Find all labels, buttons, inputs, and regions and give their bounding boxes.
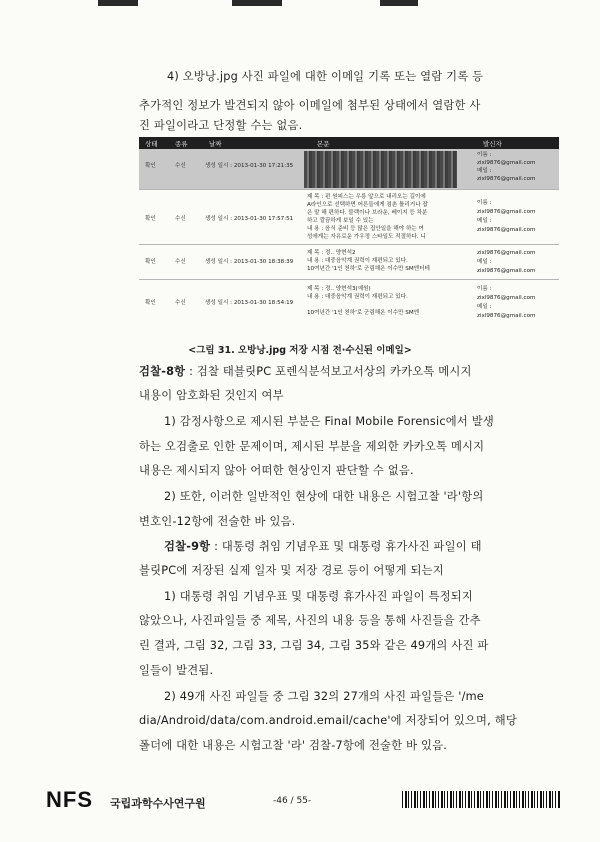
cell-date: 생성 일시 : 2013-01-30 17:21:35 xyxy=(205,163,294,169)
cell-body: 제 목 : 정.. 양현석3(예원) xyxy=(307,286,371,292)
cell-sender: 메일 : xyxy=(477,168,492,174)
cell-sender: zixl9876@gmail.com xyxy=(477,227,536,233)
header-date: 날짜 xyxy=(209,140,222,148)
cell-status: 확인 xyxy=(145,163,156,169)
cell-sender: zixl9876@gmail.com xyxy=(477,160,536,166)
row-divider xyxy=(139,279,559,280)
cell-status: 확인 xyxy=(145,300,156,306)
row-divider xyxy=(139,244,559,245)
scan-mark xyxy=(98,0,138,6)
body-text-line: 검찰-8항 : 검찰 태블릿PC 포렌식분석보고서상의 카카오톡 메시지 xyxy=(139,365,472,378)
cell-body: A라인으로 선택하면 어른들에게 점촌 틀리거나 잡 xyxy=(307,202,428,208)
cell-body: 하고 깔끔하게 보일 수 있는 xyxy=(307,218,374,224)
cell-status: 확인 xyxy=(145,216,156,222)
cell-kind: 수신 xyxy=(175,300,186,306)
cell-sender: 이름 : xyxy=(477,286,492,292)
barcode xyxy=(402,791,560,808)
cell-body: 제 목 : 펀 원피스는 우릉 앞으로 내리오는 길이에 xyxy=(307,194,426,200)
body-text-line: 추가적인 정보가 발견되지 않아 이메일에 첨부된 상태에서 열람한 사 xyxy=(139,99,481,112)
cell-kind: 수신 xyxy=(175,163,186,169)
email-record-table xyxy=(139,137,559,337)
cell-sender: 이름 : xyxy=(477,152,492,158)
cell-sender: zixl9876@gmail.com xyxy=(477,209,536,215)
cell-body: 내 용 : 대중음악계 권력이 재편되고 있다. xyxy=(307,294,408,300)
cell-sender: zixl9876@gmail.com xyxy=(477,295,536,301)
body-text-line: 내용은 제시되지 않아 어떠한 현상인지 판단할 수 없음. xyxy=(139,464,414,477)
header-body: 본문 xyxy=(317,140,330,148)
body-text-line: 않았으나, 사진파일들 중 제목, 사진의 내용 등을 통해 사진들을 간추 xyxy=(139,614,481,627)
cell-sender: 메일 : xyxy=(477,218,492,224)
body-text-line: 하는 오검출로 인한 문제이며, 제시된 부분을 제외한 카카오톡 메시지 xyxy=(139,440,485,453)
page-number: -46 / 55- xyxy=(273,796,312,806)
cell-body: 제 목 : 정.. 양현석2 xyxy=(307,250,356,256)
body-text-line: 검찰-9항 : 대통령 취임 기념우표 및 대통령 휴가사진 파일이 태 xyxy=(164,540,482,553)
body-text-line: 2) 49개 사진 파일들 중 그림 32의 27개의 사진 파일들은 '/me xyxy=(164,690,484,703)
header-sender: 발신자 xyxy=(483,140,502,148)
scan-mark xyxy=(232,0,282,6)
header-kind: 종류 xyxy=(175,140,188,148)
organization-name: 국립과학수사연구원 xyxy=(110,797,206,810)
cell-sender: 이름 : xyxy=(477,200,492,206)
cell-body: 내 용 : 음식 준비 등 많은 집안일을 해야 하는 여 xyxy=(307,226,424,232)
body-text-line: 변호인-12항에 전술한 바 있음. xyxy=(139,515,296,528)
cell-sender: 메일 : xyxy=(477,304,492,310)
body-text-line: 4) 오방낭.jpg 사진 파일에 대한 이메일 기록 또는 열람 기록 등 xyxy=(167,70,484,83)
cell-status: 확인 xyxy=(145,259,156,265)
header-status: 상태 xyxy=(145,140,158,148)
nfs-logo: NFS xyxy=(46,787,93,812)
cell-sender: zixl9876@gmail.com xyxy=(477,176,536,182)
figure-caption: <그림 31. 오방낭.jpg 저장 시점 전·수신된 이메일> xyxy=(188,345,412,356)
redacted-body xyxy=(304,151,457,188)
body-text-line: 1) 감정사항으로 제시된 부분은 Final Mobile Forensic에서 발생 xyxy=(164,415,494,428)
body-text-line: 블릿PC에 저장된 실제 일자 및 저장 경로 등이 어떻게 되는지 xyxy=(139,564,444,577)
body-text-line: 폴더에 대한 내용은 시험고찰 '라' 검찰-7항에 전술한 바 있음. xyxy=(139,739,447,752)
cell-date: 생성 일시 : 2013-01-30 18:54:19 xyxy=(205,300,294,306)
body-text-line: 2) 또한, 이러한 일반적인 현상에 대한 내용은 시험고찰 '라'항의 xyxy=(164,490,484,503)
cell-sender: 메일 : xyxy=(477,259,492,265)
scan-mark xyxy=(380,0,418,6)
table-header xyxy=(139,137,559,149)
body-text-line: 내용이 암호화된 것인지 여부 xyxy=(139,389,284,402)
cell-date: 생성 일시 : 2013-01-30 18:38:39 xyxy=(205,259,294,265)
cell-body: 10여년간 '1인 천하'로 군림해온 이수만 SM엔터테 xyxy=(307,266,430,272)
cell-sender: zixl9876@gmail.com xyxy=(477,250,536,256)
body-text-line: 1) 대통령 취임 기념우표 및 대통령 휴가사진 파일이 특정되지 xyxy=(164,590,474,603)
body-text-line: 일들이 발견됨. xyxy=(139,664,214,677)
cell-body: 내 용 : 대중음악계 권력이 재편되고 있다. xyxy=(307,258,408,264)
cell-kind: 수신 xyxy=(175,259,186,265)
cell-sender: zixl9876@gmail.com xyxy=(477,268,536,274)
cell-kind: 수신 xyxy=(175,216,186,222)
body-text-line: 린 결과, 그림 32, 그림 33, 그림 34, 그림 35와 같은 49개의 사진 파 xyxy=(139,639,489,652)
cell-body: 10여년간 '1인 천하'로 군림해온 이수만 SM엔 xyxy=(307,310,420,316)
body-text-line: dia/Android/data/com.android.email/cache'에 저장되어 있으며, 해당 xyxy=(139,714,517,727)
row-divider xyxy=(139,189,559,190)
cell-body: 성에게는 자유로운 가우정 스타일도 적절하다. 니 xyxy=(307,234,426,240)
cell-date: 생성 일시 : 2013-01-30 17:57:51 xyxy=(205,216,294,222)
cell-body: 은 말 해 편하다. 블랙이나 브라운, 베이지 등 차분 xyxy=(307,210,428,216)
cell-sender: zixl9876@gmail.com xyxy=(477,313,536,319)
body-text-line: 진 파일이라고 단정할 수는 없음. xyxy=(139,119,303,132)
